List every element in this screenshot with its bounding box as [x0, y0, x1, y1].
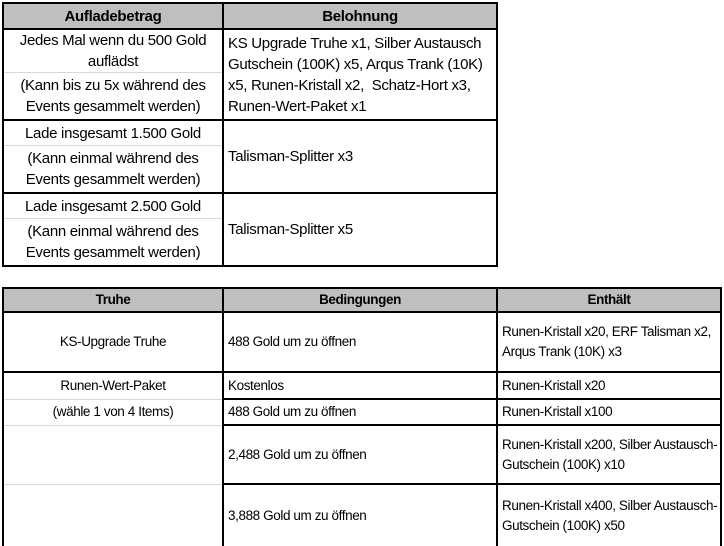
chest-contains-4: Runen-Kristall x200, Silber Austausch-Gutschein (100K) x10 — [497, 425, 721, 484]
chest-contents-table — [2, 287, 722, 546]
recharge-amount-note-3: (Kann einmal während des Events gesammelt werden) — [3, 219, 223, 267]
recharge-reward-1: KS Upgrade Truhe x1, Silber Austausch Gutschein (100K) x5, Arqus Trank (10K) x5, Runen-Kristall x2, Schatz-Hort x3, Runen-Wert-Paket x1 — [223, 29, 497, 120]
recharge-amount-main-3: Lade insgesamt 2.500 Gold — [3, 193, 223, 219]
chest-header-condition: Bedingungen — [223, 288, 497, 312]
chest-condition-2: Kostenlos — [223, 372, 497, 399]
recharge-header-reward: Belohnung — [223, 3, 497, 29]
chest-header-contains: Enthält — [497, 288, 721, 312]
table-row — [3, 193, 497, 219]
recharge-amount-main-1: Jedes Mal wenn du 500 Gold auflädst — [3, 29, 223, 73]
recharge-header-amount: Aufladebetrag — [3, 3, 223, 29]
table-row — [3, 29, 497, 73]
chest-contains-1: Runen-Kristall x20, ERF Talisman x2, Arqus Trank (10K) x3 — [497, 312, 721, 372]
chest-condition-3: 488 Gold um zu öffnen — [223, 399, 497, 425]
chest-header-chest: Truhe — [3, 288, 223, 312]
recharge-amount-note-1: (Kann bis zu 5x während des Events gesammelt werden) — [3, 73, 223, 121]
table-row — [3, 372, 721, 399]
recharge-rewards-table — [2, 2, 498, 267]
chest-name-5 — [3, 484, 223, 546]
recharge-amount-note-2: (Kann einmal während des Events gesammelt werden) — [3, 146, 223, 194]
chest-contains-3: Runen-Kristall x100 — [497, 399, 721, 425]
chest-header-row — [3, 288, 721, 312]
chest-name-3: (wähle 1 von 4 Items) — [3, 399, 223, 425]
chest-condition-5: 3,888 Gold um zu öffnen — [223, 484, 497, 546]
chest-contains-5: Runen-Kristall x400, Silber Austausch-Gutschein (100K) x50 — [497, 484, 721, 546]
recharge-header-row — [3, 3, 497, 29]
chest-name-2: Runen-Wert-Paket — [3, 372, 223, 399]
recharge-reward-2: Talisman-Splitter x3 — [223, 120, 497, 193]
table-row — [3, 120, 497, 146]
chest-name-4 — [3, 425, 223, 484]
table-row — [3, 312, 721, 372]
chest-contains-2: Runen-Kristall x20 — [497, 372, 721, 399]
chest-name-1: KS-Upgrade Truhe — [3, 312, 223, 372]
table-row — [3, 484, 721, 546]
recharge-reward-3: Talisman-Splitter x5 — [223, 193, 497, 266]
recharge-amount-main-2: Lade insgesamt 1.500 Gold — [3, 120, 223, 146]
table-row — [3, 399, 721, 425]
chest-condition-1: 488 Gold um zu öffnen — [223, 312, 497, 372]
chest-condition-4: 2,488 Gold um zu öffnen — [223, 425, 497, 484]
table-row — [3, 425, 721, 484]
